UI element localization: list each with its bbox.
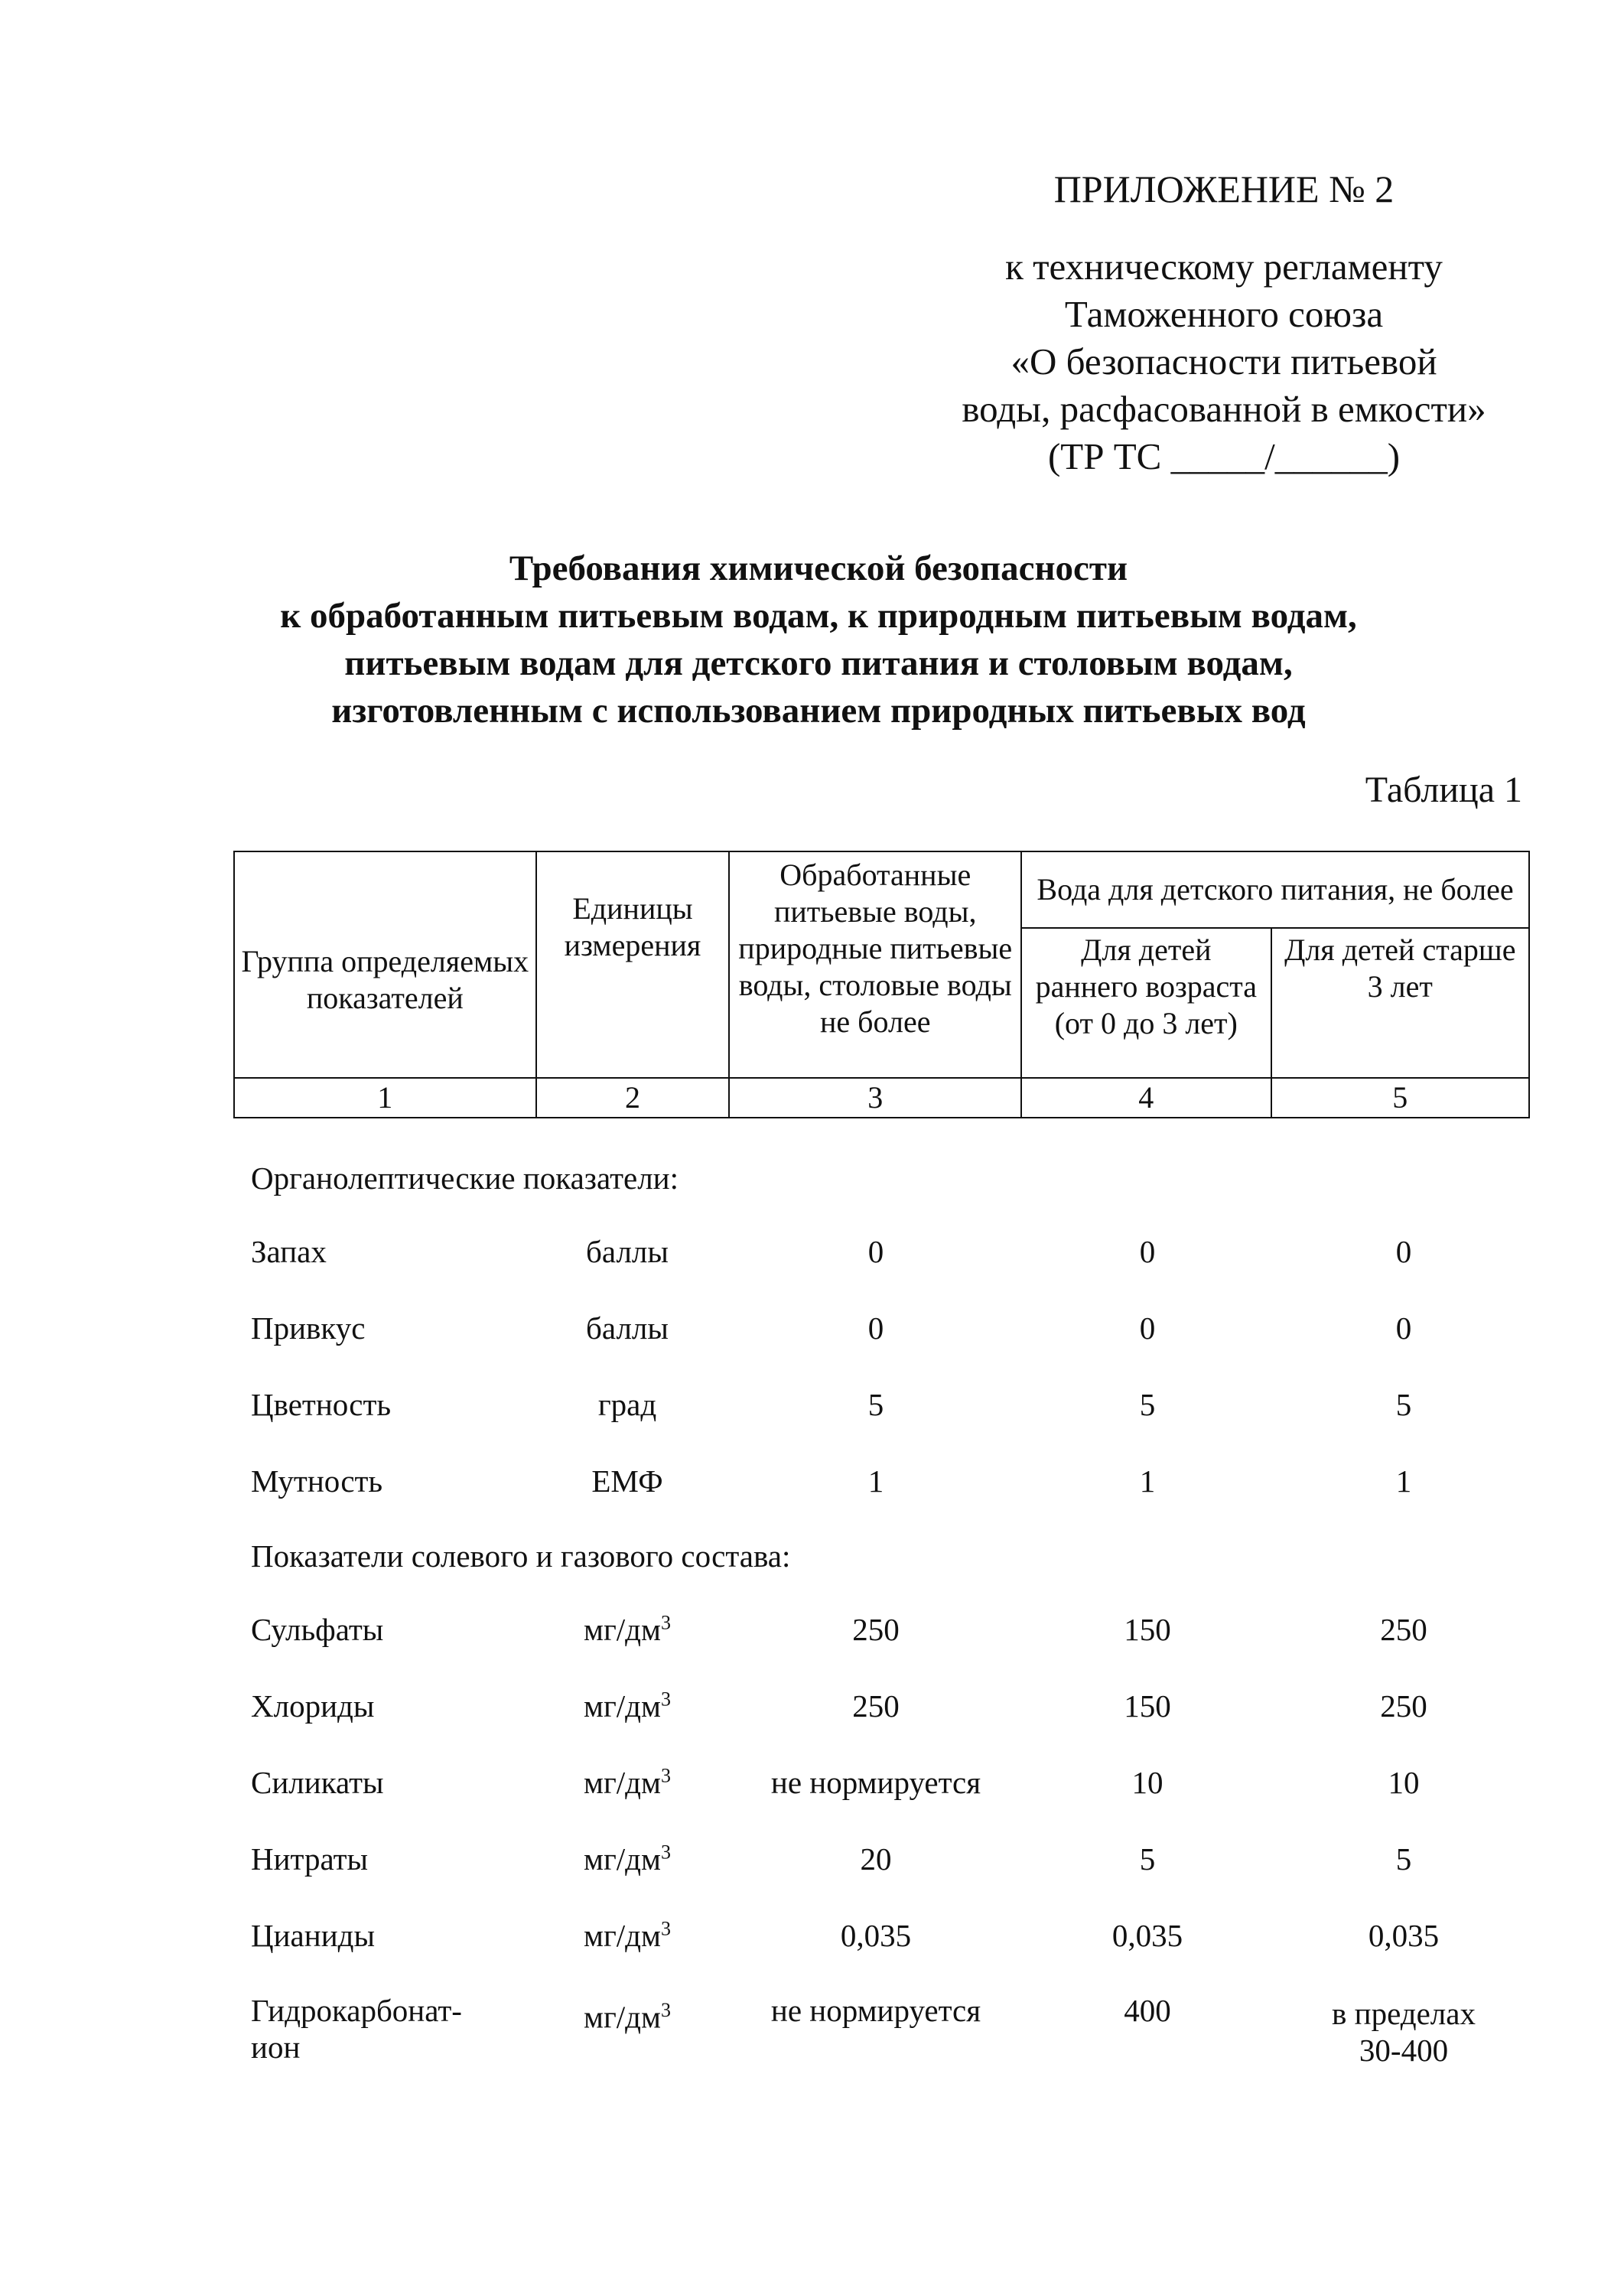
heading-line: изготовленным с использованием природных питьевых вод	[331, 691, 1306, 731]
value-col3: 250	[852, 1688, 900, 1724]
unit-text: мг/дм	[584, 1841, 661, 1877]
value-col5: 10	[1388, 1765, 1420, 1800]
header-early-age: Для детей раннего возраста (от 0 до 3 лет)	[1021, 928, 1271, 1078]
value-col5: 0	[1395, 1310, 1412, 1346]
unit-exponent: 3	[660, 1841, 671, 1864]
unit-exponent: 3	[660, 1611, 671, 1634]
unit-text: мг/дм	[584, 1918, 661, 1953]
header-group: Группа определяемых показателей	[234, 851, 536, 1078]
value-col4: 150	[1124, 1688, 1171, 1724]
value-col5: 250	[1380, 1688, 1427, 1724]
col-number: 2	[536, 1078, 730, 1118]
unit-exponent: 3	[660, 1917, 671, 1940]
document-heading	[191, 545, 1446, 734]
value-col3: 20	[860, 1841, 892, 1877]
col-number: 4	[1021, 1078, 1271, 1118]
indicator-name: Хлориды	[251, 1688, 375, 1724]
indicator-unit: баллы	[586, 1310, 669, 1346]
appendix-block	[841, 243, 1606, 480]
value-col4: 10	[1131, 1765, 1163, 1800]
indicator-name: Сульфаты	[251, 1612, 384, 1647]
value-col4: 400	[1124, 1993, 1171, 2028]
value-col3: не нормируется	[770, 1993, 981, 2028]
value-col3: 250	[852, 1612, 900, 1647]
value-col5: 250	[1380, 1612, 1427, 1647]
indicator-unit: ЕМФ	[591, 1463, 663, 1499]
unit-text: мг/дм	[584, 1765, 661, 1800]
value-col5: 0,035	[1368, 1918, 1440, 1953]
value-col4: 1	[1139, 1463, 1156, 1499]
indicator-name: Привкус	[251, 1310, 366, 1346]
value-col3: 0	[867, 1234, 884, 1269]
value-col4: 0	[1139, 1310, 1156, 1346]
appendix-line: (ТР ТС _____/______)	[1047, 435, 1401, 477]
heading-line: Требования химической безопасности	[509, 549, 1128, 588]
table-header	[233, 851, 1530, 1118]
indicator-name: Силикаты	[251, 1765, 384, 1800]
value-col5-line: в пределах	[1332, 1996, 1476, 2031]
appendix-line: воды, расфасованной в емкости»	[962, 388, 1486, 430]
indicator-unit: град	[597, 1387, 657, 1422]
section-title: Органолептические показатели:	[251, 1161, 679, 1196]
header-over-3: Для детей старше 3 лет	[1271, 928, 1529, 1078]
indicator-name-line: ион	[251, 2030, 301, 2065]
indicator-unit	[581, 1917, 673, 1954]
unit-exponent: 3	[660, 1764, 671, 1787]
value-col4: 5	[1139, 1841, 1156, 1877]
indicator-unit	[581, 1841, 673, 1877]
indicator-unit	[581, 1611, 673, 1648]
indicator-unit	[581, 1764, 673, 1801]
indicator-unit	[581, 1688, 673, 1724]
table-label: Таблица 1	[1365, 770, 1522, 810]
header-units: Единицы измерения	[536, 851, 730, 1078]
col-number: 1	[234, 1078, 536, 1118]
appendix-line: Таможенного союза	[1064, 293, 1384, 335]
value-col5: 1	[1395, 1463, 1412, 1499]
value-col5: 5	[1395, 1841, 1412, 1877]
indicator-name: Цветность	[251, 1387, 392, 1422]
appendix-line: «О безопасности питьевой	[1011, 340, 1437, 382]
appendix-title: ПРИЛОЖЕНИЕ № 2	[1053, 168, 1395, 210]
unit-text: мг/дм	[584, 1688, 661, 1724]
unit-text: мг/дм	[584, 1612, 661, 1647]
heading-line: питьевым водам для детского питания и столовым водам,	[344, 643, 1293, 683]
col-number: 5	[1271, 1078, 1529, 1118]
section-title: Показатели солевого и газового состава:	[251, 1538, 791, 1574]
col-number: 3	[729, 1078, 1021, 1118]
value-col4: 5	[1139, 1387, 1156, 1422]
value-col3: 0,035	[840, 1918, 912, 1953]
indicator-name: Мутность	[251, 1463, 383, 1499]
value-col5-line: 30-400	[1359, 2033, 1449, 2068]
unit-exponent: 3	[660, 1999, 671, 2021]
appendix-line: к техническому регламенту	[1005, 246, 1443, 288]
heading-line: к обработанным питьевым водам, к природным питьевым водам,	[280, 596, 1357, 636]
value-col4: 0,035	[1111, 1918, 1183, 1953]
indicator-name: Нитраты	[251, 1841, 369, 1877]
indicator-name: Цианиды	[251, 1918, 376, 1953]
indicator-name	[251, 1992, 462, 2066]
header-treated-water: Обработанные питьевые воды, природные питьевые воды, столовые воды не более	[729, 851, 1021, 1078]
indicator-unit	[581, 1992, 673, 2036]
value-col3: не нормируется	[770, 1765, 981, 1800]
indicator-unit: баллы	[586, 1234, 669, 1269]
value-col5	[1285, 1995, 1522, 2069]
value-col5: 5	[1395, 1387, 1412, 1422]
indicator-name-line: Гидрокарбонат-	[251, 1993, 462, 2028]
value-col3: 5	[867, 1387, 884, 1422]
unit-text: мг/дм	[584, 1999, 661, 2035]
indicator-name: Запах	[251, 1234, 327, 1269]
value-col3: 0	[867, 1310, 884, 1346]
value-col3: 1	[867, 1463, 884, 1499]
value-col4: 0	[1139, 1234, 1156, 1269]
unit-exponent: 3	[660, 1688, 671, 1711]
header-baby-water: Вода для детского питания, не более	[1021, 851, 1529, 928]
value-col4: 150	[1124, 1612, 1171, 1647]
value-col5: 0	[1395, 1234, 1412, 1269]
